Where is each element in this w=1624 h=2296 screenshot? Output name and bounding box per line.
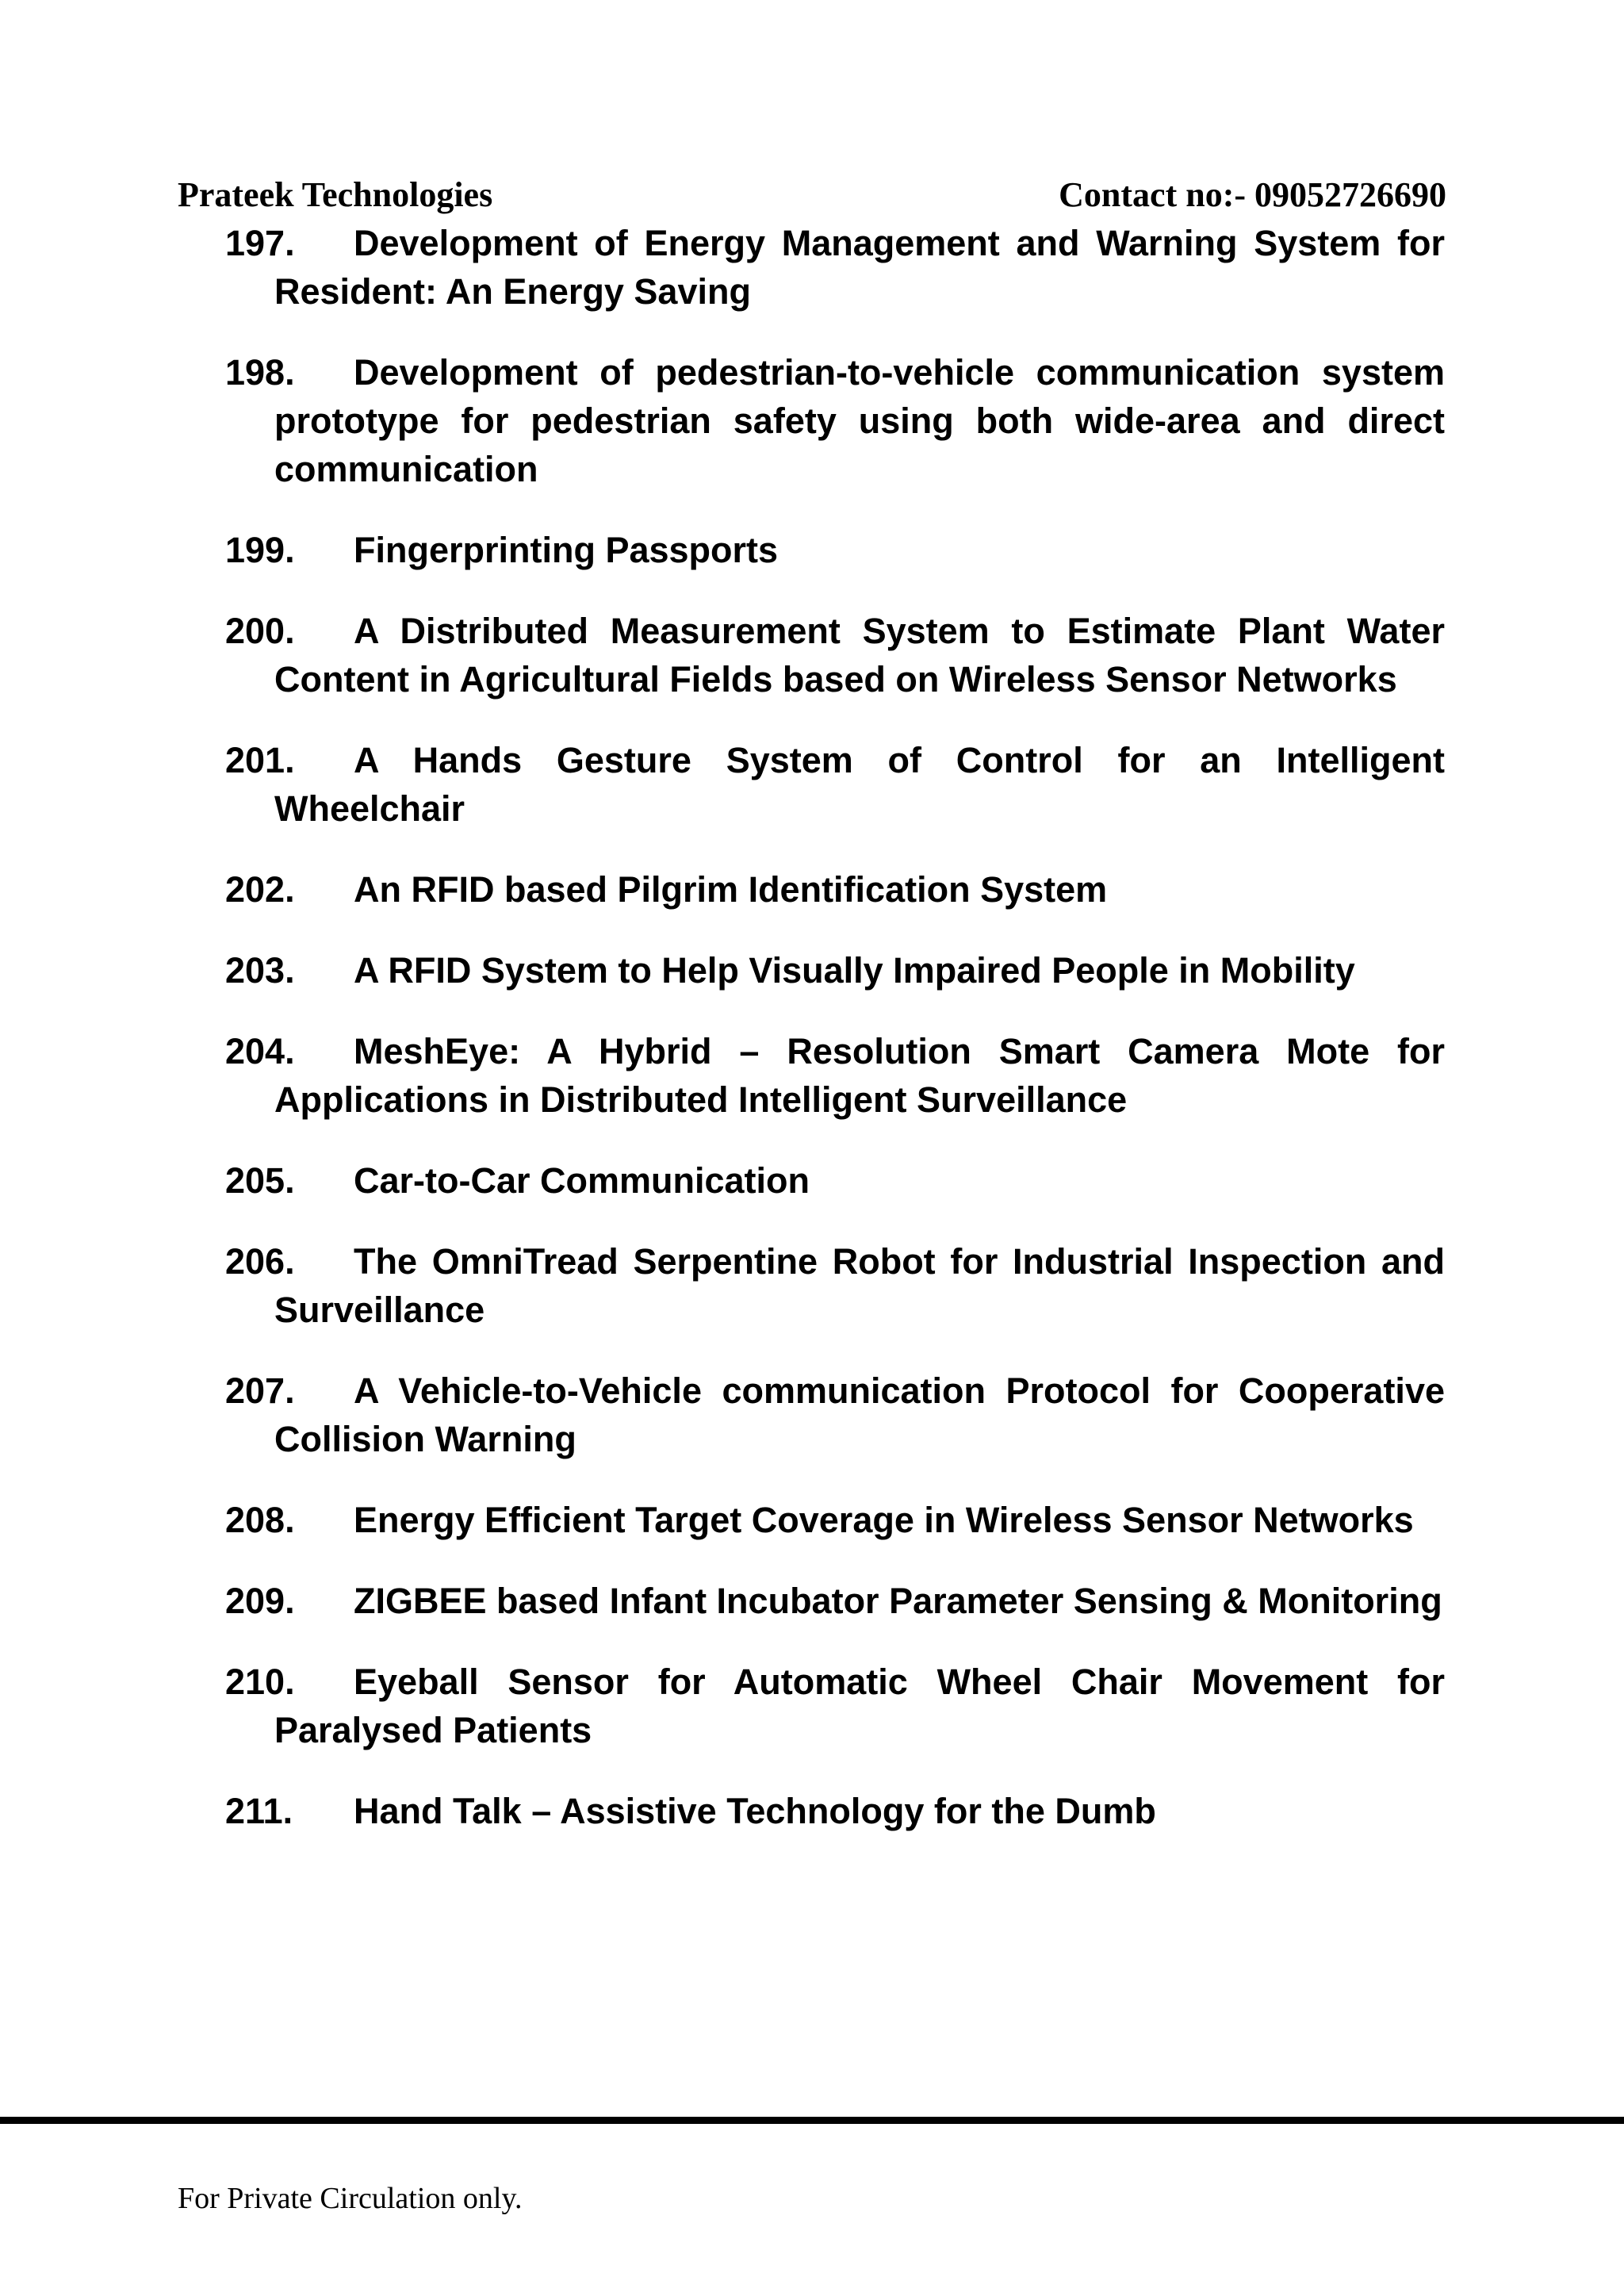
item-title: A Distributed Measurement System to Estimate Plant Water Content in Agricultural Fields based on Wireless Sensor Networks [274, 611, 1445, 700]
item-number: 209. [225, 1581, 295, 1621]
list-item [225, 1496, 1445, 1544]
item-title: Development of Energy Management and Warning System for Resident: An Energy Saving [274, 223, 1445, 312]
footer-divider [0, 2117, 1624, 2124]
item-number: 206. [225, 1241, 295, 1282]
list-item [225, 348, 1445, 493]
item-title: A Hands Gesture System of Control for an Intelligent Wheelchair [274, 740, 1445, 829]
list-item [225, 946, 1445, 995]
item-number: 210. [225, 1662, 295, 1702]
item-title: A Vehicle-to-Vehicle communication Protocol for Cooperative Collision Warning [274, 1370, 1445, 1459]
list-item [225, 1577, 1445, 1625]
page-header [178, 174, 1446, 222]
item-title: An RFID based Pilgrim Identification System [354, 869, 1108, 910]
list-item [225, 865, 1445, 914]
item-number: 208. [225, 1500, 295, 1540]
item-title: ZIGBEE based Infant Incubator Parameter Sensing & Monitoring [354, 1581, 1442, 1621]
item-title: The OmniTread Serpentine Robot for Industrial Inspection and Surveillance [274, 1241, 1445, 1330]
item-title: Car-to-Car Communication [354, 1160, 810, 1201]
item-number: 200. [225, 611, 295, 651]
item-number: 197. [225, 223, 295, 263]
project-list [225, 219, 1445, 1868]
list-item [225, 736, 1445, 833]
company-name: Prateek Technologies [178, 175, 493, 214]
list-item [225, 1658, 1445, 1754]
list-item [225, 526, 1445, 574]
list-item [225, 607, 1445, 703]
item-title: MeshEye: A Hybrid – Resolution Smart Camera Mote for Applications in Distributed Intelligent Surveillance [274, 1031, 1445, 1120]
item-title: Hand Talk – Assistive Technology for the Dumb [354, 1791, 1156, 1831]
item-number: 198. [225, 352, 295, 393]
list-item [225, 1787, 1445, 1835]
list-item [225, 1366, 1445, 1463]
item-title: Energy Efficient Target Coverage in Wireless Sensor Networks [354, 1500, 1414, 1540]
list-item [225, 1027, 1445, 1124]
item-title: Eyeball Sensor for Automatic Wheel Chair Movement for Paralysed Patients [274, 1662, 1445, 1750]
list-item [225, 1237, 1445, 1334]
item-number: 207. [225, 1370, 295, 1411]
item-title: A RFID System to Help Visually Impaired People in Mobility [354, 950, 1355, 991]
item-title: Development of pedestrian-to-vehicle communication system prototype for pedestrian safety using both wide-area and direct communication [274, 352, 1445, 489]
item-number: 203. [225, 950, 295, 991]
item-number: 201. [225, 740, 295, 780]
item-title: Fingerprinting Passports [354, 530, 779, 570]
list-item [225, 219, 1445, 316]
item-number: 202. [225, 869, 295, 910]
item-number: 211. [225, 1791, 293, 1831]
list-item [225, 1156, 1445, 1205]
item-number: 205. [225, 1160, 295, 1201]
page-footer: For Private Circulation only. [178, 2182, 523, 2215]
contact-number: Contact no:- 09052726690 [1059, 175, 1446, 214]
item-number: 204. [225, 1031, 295, 1071]
item-number: 199. [225, 530, 295, 570]
